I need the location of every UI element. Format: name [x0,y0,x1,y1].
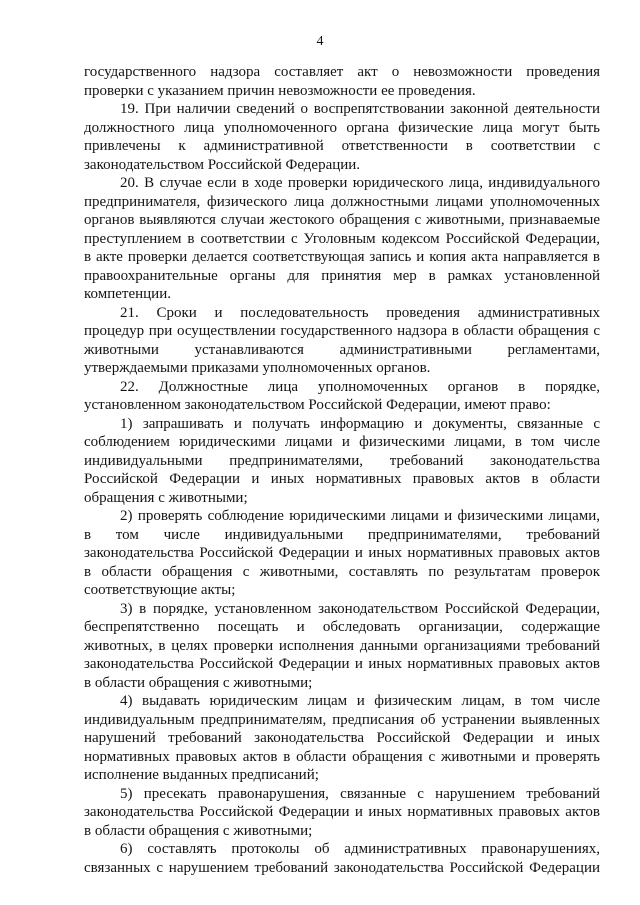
text-line: 5) пресекать правонарушения, связанные с нарушением требований [120,785,600,802]
text-line: 4) выдавать юридическим лицам и физическим лицам, в том числе [120,693,600,709]
text-line: законодательства Российской Федерации и иных нормативных правовых актов [84,656,600,672]
text-line: беспрепятственно посещать и обследовать организации, содержащие [84,619,600,635]
text-line: 2) проверять соблюдение юридическими лицами и физическими лицами, [120,508,600,524]
text-line: животными устанавливаются административными регламентами, [84,341,600,358]
text-line: компетенции. [84,286,171,302]
text-line: предпринимателя, физического лица должностными лицами уполномоченных [84,193,600,210]
text-line: преступлением в соответствии с Уголовным кодексом Российской Федерации, [84,230,600,247]
text-line: соблюдением юридическими лицами и физическими лицами, в том числе [84,434,600,450]
text-line: правоохранительные органы для принятия мер в рамках установленной [84,267,600,284]
text-line: 3) в порядке, установленном законодательством Российской Федерации, [120,600,600,617]
text-line: процедур при осуществлении государственного надзора в области обращения с [84,323,600,339]
text-line: утверждаемыми приказами уполномоченных органов. [84,360,431,376]
text-line: соответствующие акты; [84,582,236,598]
text-line: органов выявляются случаи жестокого обращения с животными, признаваемые [84,212,600,228]
text-line: законодательства Российской Федерации и иных нормативных правовых актов [84,804,600,820]
text-line: нормативных правовых актов в области обращения с животными и проверять [84,748,600,765]
text-line: 6) составлять протоколы об административных правонарушениях, [120,841,600,857]
text-line: Российской Федерации и иных нормативных правовых актов в области [84,471,600,487]
text-line: нарушений требований законодательства Российской Федерации и иных [84,730,600,746]
text-line: 19. При наличии сведений о воспрепятствовании законной деятельности [120,101,600,117]
text-line: государственного надзора составляет акт о невозможности проведения [84,64,600,80]
text-line: проверки с указанием причин невозможности ее проведения. [84,82,476,99]
text-line: в акте проверки делается соответствующая запись и копия акта направляется в [84,249,600,265]
text-line: животных, в целях проверки исполнения данными организациями требований [84,637,600,654]
text-line: законодательством Российской Федерации. [84,156,361,173]
text-line: 1) запрашивать и получать информацию и документы, связанные с [120,415,600,432]
text-line: в области обращения с животными, составлять по результатам проверок [84,563,600,580]
text-line: индивидуальными предпринимателями, требований законодательства [84,452,600,469]
text-line: установленном законодательством Российской Федерации, имеют право: [84,397,551,413]
text-line: привлечены к административной ответственности в соответствии с [84,138,600,154]
text-line: законодательства Российской Федерации и иных нормативных правовых актов [84,545,600,561]
text-line: 22. Должностные лица уполномоченных органов в порядке, [120,378,600,395]
text-line: связанных с нарушением требований законодательства Российской Федерации [84,859,600,876]
page-number: 4 [316,34,324,49]
text-line: должностного лица уполномоченного органа физические лица могут быть [84,119,600,136]
text-line: в области обращения с животными; [84,674,313,691]
text-line: в области обращения с животными; [84,822,313,839]
text-line: исполнение выданных предписаний; [84,767,319,783]
text-line: индивидуальным предпринимателям, предписания об устранении выявленных [84,711,600,728]
text-line: обращения с животными; [84,489,248,506]
text-line: 20. В случае если в ходе проверки юридического лица, индивидуального [120,175,600,191]
body-text [84,63,600,877]
text-line: в том числе индивидуальными предпринимателями, требований [84,526,600,543]
text-line: 21. Сроки и последовательность проведения административных [120,304,600,321]
